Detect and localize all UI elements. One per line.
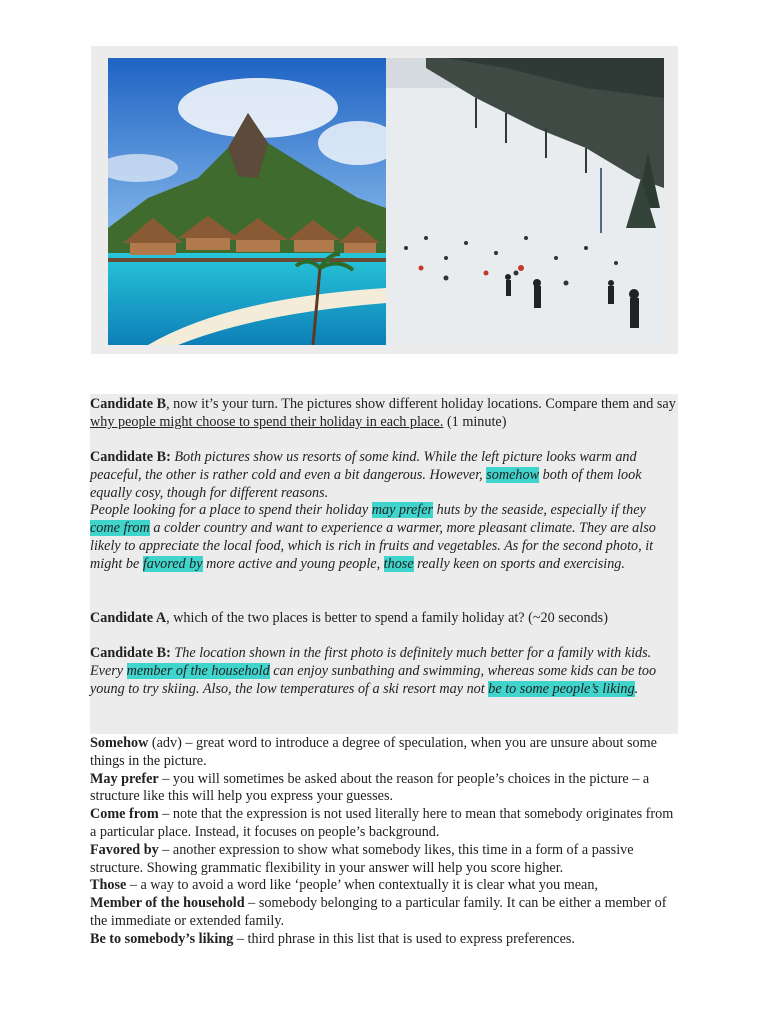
glossary-definition: (adv) – great word to introduce a degree of speculation, when you are unsure about some things in the picture. <box>90 735 657 769</box>
speaker-label: Candidate B: <box>90 645 171 661</box>
glossary-item <box>90 735 678 771</box>
glossary <box>90 735 678 949</box>
candidate-b-answer-2 <box>90 645 678 698</box>
answer-text: a colder country and want to experience a warmer, more pleasant climate. They are also likely to appreciate the local food, which is rich in fruits and vegetables. As for the second photo, it might be <box>90 520 656 572</box>
speaker-label: Candidate B <box>90 396 167 412</box>
answer-text: . <box>634 680 639 697</box>
glossary-definition: – third phrase in this list that is used to express preferences. <box>233 930 575 947</box>
highlighted-phrase: may prefer <box>371 502 434 519</box>
highlighted-phrase: be to some people’s liking <box>488 680 635 697</box>
glossary-definition: – you will sometimes be asked about the reason for people’s choices in the picture – a structure like this will help you express your guesses. <box>90 770 650 805</box>
answer-text: Both pictures show us resorts of some kind. While the left picture looks warm and peaceful, the other is rather cold and even a bit dangerous. However, <box>90 449 637 483</box>
glossary-item <box>90 806 678 842</box>
tropical-resort-photo <box>108 58 386 345</box>
glossary-item <box>90 771 678 807</box>
examiner-prompt-a <box>90 610 678 628</box>
ski-resort-photo <box>386 58 664 345</box>
glossary-term: Those <box>90 877 127 894</box>
speaker-label: Candidate B: <box>90 449 171 465</box>
answer-text: The location shown in the first photo is definitely much better for a family with kids. Every <box>90 645 652 679</box>
prompt-text: , now it’s your turn. The pictures show different holiday locations. Compare them and say <box>166 396 676 412</box>
answer-text: both of them look equally cosy, though for different reasons. <box>90 466 642 501</box>
prompt-text: , which of the two places is better to spend a family holiday at? (~20 seconds) <box>166 610 608 626</box>
highlighted-phrase: member of the household <box>126 662 270 679</box>
glossary-definition: – a way to avoid a word like ‘people’ when contextually it is clear what you mean, <box>126 877 598 894</box>
highlighted-phrase: somehow <box>486 466 540 483</box>
glossary-term: Be to somebody’s liking <box>90 930 234 947</box>
answer-text: huts by the seaside, especially if they <box>433 502 646 519</box>
highlighted-phrase: come from <box>90 520 150 537</box>
answer-text: can enjoy sunbathing and swimming, whereas some kids can be too young to try skiing. Also, the low temperatures of a ski resort may not <box>90 662 657 697</box>
highlighted-phrase: those <box>383 555 414 572</box>
speaker-label: Candidate A <box>90 610 167 626</box>
glossary-definition: – somebody belonging to a particular family. It can be either a member of the immediate or extended family. <box>90 895 667 929</box>
glossary-definition: – another expression to show what somebody likes, this time in a form of a passive structure. Showing grammatic flexibility in your answer will help you score higher. <box>90 841 634 876</box>
glossary-definition: – note that the expression is not used literally here to mean that somebody originates from a particular place. Instead, it focuses on people’s background. <box>90 806 674 840</box>
candidate-b-answer-1 <box>90 449 678 574</box>
glossary-item <box>90 842 678 878</box>
glossary-term: Member of the household <box>90 895 245 912</box>
answer-text: really keen on sports and exercising. <box>413 555 625 572</box>
answer-text: People looking for a place to spend their holiday <box>90 502 372 519</box>
glossary-term: Somehow <box>90 735 149 751</box>
examiner-prompt-b <box>90 396 678 432</box>
glossary-item <box>90 877 678 895</box>
highlighted-phrase: favored by <box>142 555 203 572</box>
photo-frame <box>91 46 678 354</box>
prompt-time: (1 minute) <box>443 413 507 430</box>
glossary-term: Come from <box>90 806 159 823</box>
prompt-underlined-text: why people might choose to spend their holiday in each place. <box>90 413 444 430</box>
answer-text: more active and young people, <box>202 555 384 572</box>
glossary-term: Favored by <box>90 841 159 858</box>
glossary-term: May prefer <box>90 770 159 787</box>
glossary-item <box>90 895 678 931</box>
glossary-item <box>90 931 678 949</box>
